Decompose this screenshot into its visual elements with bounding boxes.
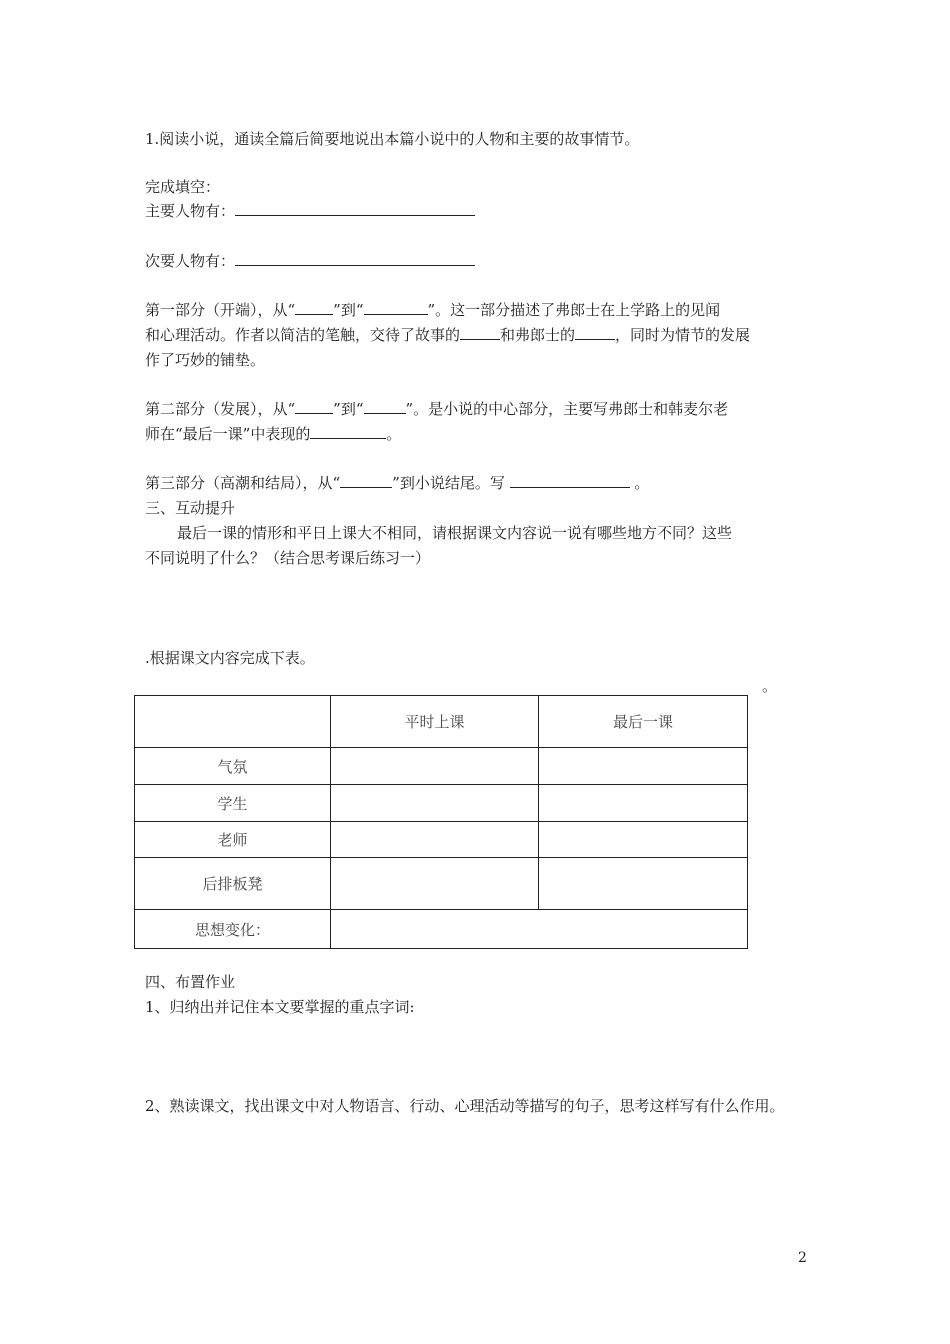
part1-text-a: 第一部分（开端），从“ bbox=[145, 301, 296, 319]
part1-text-d: 和心理活动。作者以简洁的笔触，交待了故事的 bbox=[145, 326, 461, 344]
part3-blank-start[interactable] bbox=[340, 472, 392, 488]
part2-text-d: 师在“最后一课”中表现的 bbox=[145, 425, 311, 443]
part3-text-b: ”到小说结尾。写 bbox=[392, 474, 505, 492]
stray-mark: 。 bbox=[762, 677, 778, 695]
fill-title: 完成填空： bbox=[145, 178, 221, 196]
part2-blank-start[interactable] bbox=[295, 398, 333, 414]
part3-text-a: 第三部分（高潮和结局），从“ bbox=[145, 474, 341, 492]
main-characters-line bbox=[145, 199, 475, 223]
row-label-atmosphere: 气氛 bbox=[135, 748, 331, 785]
table-cell[interactable] bbox=[539, 785, 748, 822]
table-cell[interactable] bbox=[539, 822, 748, 858]
part1-text-e: 和弗郎士的 bbox=[500, 326, 576, 344]
part3-line bbox=[145, 471, 649, 495]
section4-heading: 四、布置作业 bbox=[145, 973, 236, 991]
table-cell-merged[interactable] bbox=[331, 910, 748, 949]
table-row bbox=[135, 910, 748, 949]
part2-text-b: ”到“ bbox=[333, 400, 364, 418]
minor-characters-label: 次要人物有： bbox=[145, 252, 236, 270]
table-header-row bbox=[135, 696, 748, 748]
section3-heading: 三、互动提升 bbox=[145, 499, 236, 517]
part2-line2 bbox=[145, 422, 401, 446]
question-1: 1.阅读小说，通读全篇后简要地说出本篇小说中的人物和主要的故事情节。 bbox=[145, 130, 640, 148]
part1-blank-start[interactable] bbox=[295, 299, 333, 315]
part1-blank-character[interactable] bbox=[575, 324, 615, 340]
homework-2: 2、熟读课文，找出课文中对人物语言、行动、心理活动等描写的句子，思考这样写有什么作用。 bbox=[145, 1097, 785, 1115]
table-row bbox=[135, 748, 748, 785]
table-cell[interactable] bbox=[539, 858, 748, 910]
part1-text-c: ”。这一部分描述了弗郎士在上学路上的见闻 bbox=[427, 301, 721, 319]
minor-characters-blank[interactable] bbox=[235, 250, 475, 266]
row-label-back-bench: 后排板凳 bbox=[135, 858, 331, 910]
table-cell[interactable] bbox=[331, 748, 539, 785]
row-label-students: 学生 bbox=[135, 785, 331, 822]
row-label-thought-change: 思想变化： bbox=[135, 910, 331, 949]
part2-blank-end[interactable] bbox=[364, 398, 406, 414]
part2-text-a: 第二部分（发展），从“ bbox=[145, 400, 296, 418]
part3-text-c: 。 bbox=[634, 474, 650, 492]
part1-line3: 作了巧妙的铺垫。 bbox=[145, 351, 266, 369]
main-characters-label: 主要人物有： bbox=[145, 202, 236, 220]
part1-blank-end[interactable] bbox=[364, 299, 428, 315]
table-header-last: 最后一课 bbox=[539, 696, 748, 748]
section3-question-line2: 不同说明了什么？（结合思考课后练习一） bbox=[145, 549, 431, 567]
main-characters-blank[interactable] bbox=[235, 200, 475, 216]
part1-blank-background[interactable] bbox=[460, 324, 500, 340]
part2-line1 bbox=[145, 397, 728, 421]
page-number: 2 bbox=[798, 1250, 807, 1266]
part1-line1 bbox=[145, 298, 720, 322]
row-label-teacher: 老师 bbox=[135, 822, 331, 858]
part2-text-e: 。 bbox=[386, 425, 402, 443]
part2-text-c: ”。是小说的中心部分，主要写弗郎士和韩麦尔老 bbox=[405, 400, 729, 418]
table-cell[interactable] bbox=[331, 785, 539, 822]
part1-line2 bbox=[145, 323, 750, 347]
part3-blank-content[interactable] bbox=[510, 472, 630, 488]
table-cell[interactable] bbox=[539, 748, 748, 785]
comparison-table bbox=[134, 695, 748, 949]
part2-blank-performance[interactable] bbox=[310, 423, 386, 439]
part1-text-b: ”到“ bbox=[333, 301, 364, 319]
table-intro: .根据课文内容完成下表。 bbox=[145, 649, 315, 667]
table-row bbox=[135, 785, 748, 822]
table-header-corner bbox=[135, 696, 331, 748]
homework-1: 1、归纳出并记住本文要掌握的重点字词: bbox=[145, 998, 415, 1016]
table-header-usual: 平时上课 bbox=[331, 696, 539, 748]
table-row bbox=[135, 858, 748, 910]
part1-text-f: ，同时为情节的发展 bbox=[615, 326, 751, 344]
table-cell[interactable] bbox=[331, 822, 539, 858]
minor-characters-line bbox=[145, 249, 475, 273]
table-row bbox=[135, 822, 748, 858]
table-cell[interactable] bbox=[331, 858, 539, 910]
section3-question-line1: 最后一课的情形和平日上课大不相同，请根据课文内容说一说有哪些地方不同？这些 bbox=[177, 524, 733, 542]
